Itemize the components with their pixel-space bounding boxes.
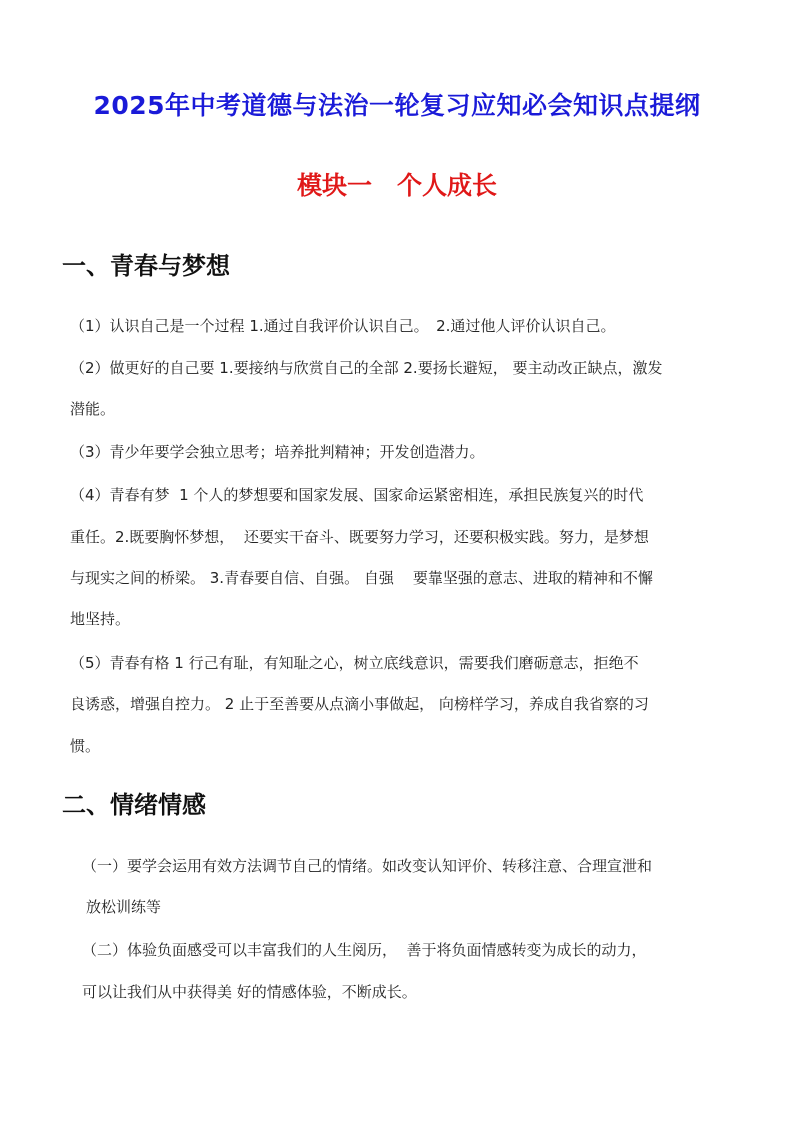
- paragraph-line: 重任。2.既要胸怀梦想， 还要实干奋斗、既要努力学习，还要积极实践。努力，是梦想: [70, 528, 649, 546]
- paragraph-line: （5）青春有格 1 行己有耻，有知耻之心，树立底线意识，需要我们磨砺意志，拒绝不: [70, 654, 639, 672]
- module-title: 模块一 个人成长: [296, 171, 497, 200]
- paragraph-line: 可以让我们从中获得美 好的情感体验，不断成长。: [82, 983, 417, 1001]
- paragraph-line: 良诱惑，增强自控力。 2 止于至善要从点滴小事做起， 向榜样学习，养成自我省察的习: [70, 695, 649, 713]
- paragraph-line: （1）认识自己是一个过程 1.通过自我评价认识自己。 2.通过他人评价认识自己。: [70, 317, 616, 335]
- paragraph-line: 潜能。: [70, 400, 116, 418]
- paragraph-line: 与现实之间的桥梁。 3.青春要自信、自强。 自强 要靠坚强的意志、进取的精神和不懈: [70, 569, 653, 587]
- document-title: 2025年中考道德与法治一轮复习应知必会知识点提纲: [93, 91, 701, 120]
- section-heading-youth-dreams: 一、青春与梦想: [62, 252, 230, 280]
- paragraph-line: （3）青少年要学会独立思考；培养批判精神；开发创造潜力。: [70, 443, 485, 461]
- paragraph-line: （2）做更好的自己要 1.要接纳与欣赏自己的全部 2.要扬长避短， 要主动改正缺点，激发: [70, 359, 663, 377]
- section-heading-emotions: 二、情绪情感: [62, 791, 206, 819]
- paragraph-line: （4）青春有梦 1 个人的梦想要和国家发展、国家命运紧密相连，承担民族复兴的时代: [70, 486, 644, 504]
- paragraph-line: 放松训练等: [86, 898, 162, 916]
- paragraph-line: 惯。: [70, 737, 101, 755]
- paragraph-line: 地坚持。: [70, 610, 131, 628]
- paragraph-line: （二）体验负面感受可以丰富我们的人生阅历， 善于将负面情感转变为成长的动力，: [82, 941, 647, 959]
- paragraph-line: （一）要学会运用有效方法调节自己的情绪。如改变认知评价、转移注意、合理宣泄和: [82, 857, 653, 875]
